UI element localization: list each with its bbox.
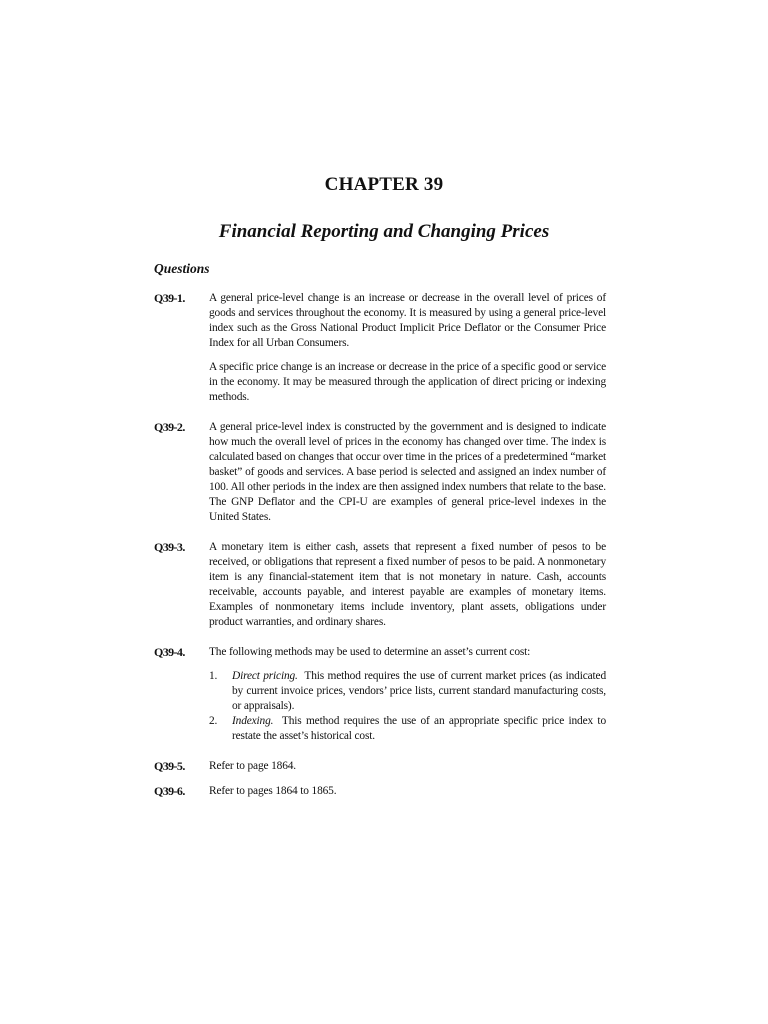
- answer-paragraph: Refer to pages 1864 to 1865.: [209, 785, 337, 797]
- question-answer: [209, 420, 606, 525]
- method-description: This method requires the use of current market prices (as indicated by current invoice prices, vendors’ price lists, current standard manufacturing costs, or appraisals).: [232, 670, 609, 712]
- method-term: Indexing.: [232, 715, 274, 727]
- question-item: [154, 540, 606, 630]
- method-list-item: [209, 669, 609, 714]
- answer-paragraph: A general price-level index is constructed by the government and is designed to indicate how much the overall level of prices in the economy has changed over time. The index is calculated based on changes that occur over time in the prices of a predetermined “market basket” of goods and services. A base period is selected and assigned an index number of 100. All other periods in the index are then assigned index numbers that relate to the base. The GNP Deflator and the CPI-U are examples of general price-level indexes in the United States.: [209, 421, 606, 523]
- question-number: Q39-2.: [154, 420, 185, 434]
- list-number: 2.: [209, 715, 218, 727]
- answer-paragraph: A general price-level change is an increase or decrease in the overall level of prices of goods and services throughout the economy. It is measured by using a general price-level index such as the Gross National Product Implicit Price Deflator or the Consumer Price Index for all Urban Consumers.: [209, 292, 606, 349]
- chapter-title: CHAPTER 39: [324, 174, 444, 195]
- method-term: Direct pricing.: [232, 670, 298, 682]
- list-number: 1.: [209, 670, 218, 682]
- chapter-subtitle: Financial Reporting and Changing Prices: [218, 221, 550, 242]
- question-answer: [209, 540, 606, 630]
- question-number: Q39-4.: [154, 645, 185, 659]
- method-list-item: [209, 714, 609, 744]
- answer-paragraph: A monetary item is either cash, assets that represent a fixed number of pesos to be received, or obligations that represent a fixed number of pesos to be paid. A nonmonetary item is any financial-statement item that is not monetary in nature. Cash, accounts receivable, accounts payable, and interest payable are examples of monetary items. Examples of nonmonetary items include inventory, plant assets, obligations under product warranties, and ordinary shares.: [209, 541, 606, 628]
- question-answer: [209, 291, 606, 405]
- method-list: [209, 669, 609, 744]
- question-answer: [209, 759, 606, 774]
- answer-intro: The following methods may be used to determine an asset’s current cost:: [209, 646, 531, 658]
- question-number: Q39-5.: [154, 759, 185, 773]
- question-item: [154, 645, 609, 744]
- question-number: Q39-6.: [154, 784, 185, 798]
- answer-paragraph: Refer to page 1864.: [209, 760, 296, 772]
- question-list: [154, 291, 609, 813]
- question-answer: [209, 784, 606, 799]
- question-item: [154, 759, 606, 774]
- question-item: [154, 420, 606, 525]
- question-answer: [209, 645, 609, 744]
- question-number: Q39-1.: [154, 291, 185, 305]
- method-description: This method requires the use of an appropriate specific price index to restate the asset’s historical cost.: [232, 715, 609, 742]
- answer-paragraph: A specific price change is an increase or decrease in the price of a specific good or service in the economy. It may be measured through the application of direct pricing or indexing methods.: [209, 361, 606, 403]
- question-number: Q39-3.: [154, 540, 185, 554]
- question-item: [154, 784, 606, 799]
- section-heading: Questions: [154, 261, 210, 276]
- question-item: [154, 291, 606, 405]
